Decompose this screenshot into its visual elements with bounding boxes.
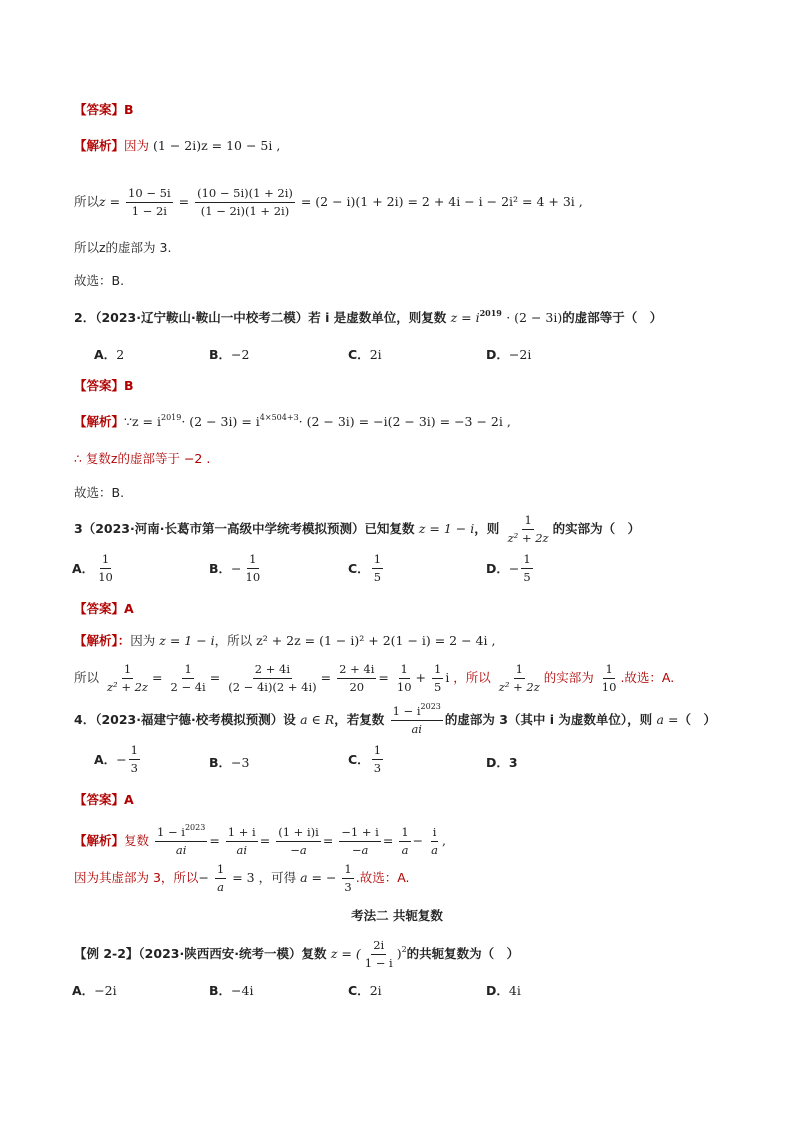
analysis-line-q2-2 <box>74 450 210 468</box>
question-text: ，若复数 <box>334 712 385 727</box>
math-expression: a ∈ R <box>300 712 335 727</box>
imaginary-unit: i <box>445 670 450 685</box>
exponent: 2019 <box>160 413 182 422</box>
fraction-denominator: 1 − 2i <box>131 204 167 218</box>
math-expression: ∵z = i <box>124 414 161 429</box>
option-key: D． <box>486 983 509 998</box>
answer-value: B <box>124 102 134 117</box>
analysis-text: 所以z的虚部为 3. <box>74 240 172 255</box>
question-text: 的共轭复数为（ ） <box>406 946 520 961</box>
fraction-numerator: 1 <box>182 662 193 679</box>
fraction-numerator: 1 <box>399 825 410 842</box>
exponent: 2023 <box>184 823 206 832</box>
analysis-label: 【解析】 <box>74 833 125 848</box>
fraction-denominator: z² + 2z <box>498 680 540 694</box>
math-expression: z = ( <box>330 946 361 961</box>
fraction <box>155 825 207 858</box>
example-2-2-options <box>0 980 794 1020</box>
option-sign: − <box>116 751 127 767</box>
analysis-line-q2-1 <box>74 413 511 431</box>
fraction <box>337 662 376 695</box>
fraction-denominator: 3 <box>373 761 382 775</box>
fraction <box>506 513 551 546</box>
math-expression: z = 1 − i <box>418 521 475 536</box>
answer-value: A <box>124 601 134 616</box>
fraction <box>168 662 207 695</box>
analysis-line-q2-3 <box>74 484 124 502</box>
option-value: −2i <box>508 347 532 362</box>
analysis-text: 因为 <box>124 138 150 153</box>
choice-text: .故选：A. <box>620 670 675 685</box>
example-2-2-stem <box>74 936 519 972</box>
option-b[interactable] <box>209 982 253 1000</box>
exponent: 2 <box>401 945 407 954</box>
analysis-text: 复数 <box>124 833 150 848</box>
option-key: A． <box>94 347 117 362</box>
fraction-numerator: (1 + i)i <box>276 825 321 842</box>
fraction-numerator: 1 <box>372 552 383 569</box>
choice-text: 故选：B. <box>74 485 125 500</box>
answer-value: A <box>124 792 134 807</box>
answer-label: 【答案】 <box>74 378 125 393</box>
option-value: −2 <box>231 347 250 362</box>
fraction-numerator: 1 <box>603 662 614 679</box>
fraction-denominator: (2 − 4i)(2 + 4i) <box>228 680 317 694</box>
option-key: C． <box>348 751 370 767</box>
fraction-numerator: 1 − i <box>157 825 185 839</box>
option-value: 2i <box>369 347 382 362</box>
option-key: D． <box>486 560 509 576</box>
fraction <box>226 825 258 858</box>
fraction <box>521 552 532 585</box>
question-4-options <box>0 743 794 783</box>
fraction-numerator: 1 <box>432 662 443 679</box>
option-key: D． <box>486 755 509 770</box>
option-key: B． <box>209 983 232 998</box>
option-key: A． <box>94 751 117 767</box>
analysis-line-2: 所以z = $\frac{10 - 5i}{1 - 2i}$ = $\frac{(10 - 5i)(1 + 2i)}{(1 - 2i)(1 + 2i)}$ = (2 − i)(1 + 2i) = 2 + 4i − i − 2i² = 4 + 3i , <box>74 186 583 218</box>
answer-line-3 <box>74 600 134 618</box>
fraction-denominator: 10 <box>601 680 617 694</box>
fraction-denominator: 10 <box>98 570 113 584</box>
fraction-numerator: i <box>431 825 439 842</box>
question-4-stem <box>74 702 716 738</box>
option-value: −4i <box>231 983 254 998</box>
math-expression: · (2 − 3i) <box>506 310 563 325</box>
fraction-denominator: ai <box>411 722 422 736</box>
fraction-numerator: 1 + i <box>226 825 258 842</box>
question-text: ，则 <box>474 521 500 536</box>
answer-label: 【答案】 <box>74 102 125 117</box>
fraction-denominator: 3 <box>130 761 138 775</box>
answer-label: 【答案】 <box>74 792 125 807</box>
answer-value: B <box>124 378 134 393</box>
analysis-text: ，所以 <box>214 633 253 648</box>
fraction-denominator: a <box>217 880 224 894</box>
fraction-denominator: z² + 2z <box>507 531 549 545</box>
math-expression: z² + 2z = (1 − i)² + 2(1 − i) = 2 − 4i , <box>256 633 496 648</box>
math-expression: z = 1 − i <box>159 633 215 648</box>
fraction-denominator: 20 <box>349 680 365 694</box>
option-b[interactable] <box>209 346 249 364</box>
fraction <box>226 662 318 695</box>
fraction <box>195 186 295 219</box>
math-expression: = 3 ，可得 <box>232 870 297 885</box>
fraction <box>399 825 410 858</box>
option-value: −3 <box>231 755 250 770</box>
option-value: 3 <box>508 755 518 770</box>
fraction-numerator: 1 <box>122 662 133 679</box>
fraction <box>395 662 414 695</box>
option-key: A． <box>72 983 95 998</box>
fraction <box>276 825 321 858</box>
analysis-line-q4-2: 因为其虚部为 3，所以− $\frac{1}{a}$ = 3 ，可得 a = − $\frac{1}{3}$ .故选：A. <box>74 862 410 894</box>
fraction <box>126 186 173 219</box>
fraction-denominator: 5 <box>373 570 382 584</box>
option-b[interactable] <box>209 552 264 585</box>
fraction-numerator: −1 + i <box>339 825 381 842</box>
analysis-line-q3-1 <box>74 632 495 650</box>
fraction-numerator: (10 − 5i)(1 + 2i) <box>195 186 295 203</box>
fraction-numerator: 1 − i <box>392 704 421 718</box>
exponent: 4×504+3 <box>259 413 299 422</box>
math-z: z = <box>99 194 121 209</box>
option-d[interactable] <box>486 754 518 772</box>
fraction <box>372 743 383 776</box>
analysis-label: 【解析】： <box>74 633 131 648</box>
fraction-numerator: 1 <box>372 743 383 760</box>
fraction <box>129 743 140 776</box>
fraction-denominator: 3 <box>344 880 352 894</box>
analysis-line-4 <box>74 272 124 290</box>
fraction-numerator: 2 + 4i <box>337 662 376 679</box>
fraction-denominator: 10 <box>245 570 261 584</box>
math-expression: a = <box>656 712 679 727</box>
fraction-denominator: 5 <box>523 570 531 584</box>
option-c[interactable] <box>348 346 382 364</box>
fraction-denominator: 1 − i <box>364 956 393 970</box>
question-text: （ ） <box>678 712 716 727</box>
fraction-numerator: 1 <box>129 743 140 760</box>
fraction <box>215 862 226 895</box>
fraction-numerator: 1 <box>522 513 533 530</box>
option-c[interactable] <box>348 552 385 585</box>
math-expression: · (2 − 3i) = −i(2 − 3i) = −3 − 2i , <box>298 414 511 429</box>
option-sign: − <box>508 560 520 576</box>
question-text: 【例 2-2】（2023·陕西西安·统考一模）复数 <box>74 946 327 961</box>
option-d[interactable] <box>486 346 531 364</box>
math-expression: z = i <box>450 310 480 325</box>
analysis-line-3 <box>74 239 171 257</box>
option-key: C． <box>348 560 370 576</box>
question-3-stem <box>74 511 640 547</box>
question-text: 2．（2023·辽宁鞍山·鞍山一中校考二模）若 i 是虚数单位，则复数 <box>74 310 447 325</box>
text-prefix: 所以 <box>74 194 100 209</box>
fraction-denominator: −a <box>290 843 307 857</box>
analysis-line-q3-2: 所以 $\frac{1}{\text{z² + 2z}}$ = $\frac{1}{2 - 4i}$ = $\frac{2 + 4i}{(2 - 4i)(2 + 4i)}$ = $\frac{2 + 4i}{20}$ = $\frac{1}{10}$ + $\frac{1}{5}$ i ，所以 $\frac{1}{\text{z² + 2z}}$ 的实部为 $\frac{1}{10}$ .故选：A. <box>74 662 675 694</box>
fraction <box>244 552 263 585</box>
fraction-denominator: −a <box>351 843 369 857</box>
option-value: −2i <box>94 983 117 998</box>
fraction-denominator: z² + 2z <box>107 680 148 694</box>
fraction-numerator: 1 <box>399 662 410 679</box>
math-expression: (1 − 2i)z = 10 − 5i , <box>153 138 281 153</box>
question-2-stem <box>74 309 662 327</box>
option-c[interactable] <box>348 743 385 776</box>
fraction <box>429 825 440 858</box>
option-key: A． <box>72 560 95 576</box>
option-key: C． <box>348 347 370 362</box>
option-d[interactable] <box>486 982 521 1000</box>
option-value: 4i <box>508 983 521 998</box>
analysis-text: 因为其虚部为 3，所以 <box>74 870 199 885</box>
analysis-text: 的实部为 <box>543 670 594 685</box>
option-b[interactable] <box>209 754 249 772</box>
choice-text: 故选：B. <box>74 273 125 288</box>
fraction-numerator: 1 <box>215 862 226 879</box>
fraction-numerator: 10 − 5i <box>126 186 173 203</box>
option-value: 2 <box>116 347 125 362</box>
question-text: 的虚部等于（ ） <box>562 310 663 325</box>
fraction <box>342 862 353 895</box>
analysis-text: ∴ 复数z的虚部等于 −2 . <box>74 451 211 466</box>
fraction-numerator: 1 <box>342 862 353 879</box>
fraction <box>497 662 542 695</box>
question-text: 3（2023·河南·长葛市第一高级中学统考模拟预测）已知复数 <box>74 521 415 536</box>
answer-label: 【答案】 <box>74 601 125 616</box>
analysis-line-q4-1: 【解析】复数 $\frac{1 - i^{2023}}{ai}$ = $\frac{1 + i}{ai}$ = $\frac{(1 + i)i}{-a}$ = $\frac{-1 + i}{-a}$ = $\frac{1}{a}$ − $\frac{i}{a}$ , <box>74 823 446 857</box>
fraction-numerator: 1 <box>247 552 258 569</box>
option-key: B． <box>209 755 232 770</box>
section-title: 考法二 共轭复数 <box>351 908 443 923</box>
fraction-denominator: ai <box>236 843 248 857</box>
option-d[interactable] <box>486 552 535 585</box>
fraction-numerator: 1 <box>100 552 111 569</box>
option-a[interactable] <box>72 552 117 585</box>
fraction-numerator: 1 <box>521 552 532 569</box>
option-a[interactable] <box>94 743 142 776</box>
fraction <box>432 662 443 695</box>
question-text: 4．（2023·福建宁德·校考模拟预测）设 <box>74 712 296 727</box>
fraction <box>600 662 619 695</box>
fraction <box>339 825 381 858</box>
fraction-numerator: 1 <box>514 662 525 679</box>
fraction-denominator: 5 <box>433 680 442 694</box>
analysis-label: 【解析】 <box>74 138 125 153</box>
fraction-denominator: 10 <box>396 680 412 694</box>
analysis-text: 所以 <box>74 670 100 685</box>
analysis-label: 【解析】 <box>74 414 125 429</box>
math-expression: · (2 − 3i) = i <box>181 414 260 429</box>
fraction-denominator: 2 − 4i <box>170 680 206 694</box>
fraction-denominator: (1 − 2i)(1 + 2i) <box>200 204 290 218</box>
question-2-options <box>0 342 794 382</box>
fraction-denominator: a <box>401 843 409 857</box>
option-key: B． <box>209 560 232 576</box>
option-key: D． <box>486 347 509 362</box>
analysis-line-1 <box>74 137 280 155</box>
question-text: 的虚部为 3（其中 i 为虚数单位），则 <box>444 712 653 727</box>
answer-line-1 <box>74 101 134 119</box>
fraction-numerator: 2 + 4i <box>253 662 292 679</box>
answer-line-4 <box>74 791 134 809</box>
fraction-denominator: a <box>431 843 438 857</box>
fraction <box>372 552 383 585</box>
fraction <box>363 938 395 971</box>
option-a[interactable] <box>72 982 117 1000</box>
math-expression: a = − <box>300 870 337 885</box>
fraction <box>391 704 443 737</box>
punctuation: , <box>441 833 446 848</box>
option-value: 2i <box>369 983 382 998</box>
exponent: 2019 <box>479 308 502 318</box>
fraction-numerator: 2i <box>371 938 386 955</box>
choice-text: .故选：A. <box>355 870 410 885</box>
question-3-options <box>0 552 794 592</box>
option-a[interactable] <box>94 346 124 364</box>
analysis-text: 因为 <box>130 633 156 648</box>
option-c[interactable] <box>348 982 382 1000</box>
fraction <box>96 552 115 585</box>
analysis-text: ，所以 <box>453 670 491 685</box>
question-text: 的实部为（ ） <box>552 521 641 536</box>
exponent: 2023 <box>420 702 441 711</box>
answer-line-2 <box>74 377 134 395</box>
option-key: C． <box>348 983 370 998</box>
fraction <box>105 662 150 695</box>
fraction-denominator: ai <box>175 843 187 857</box>
option-sign: − <box>231 560 242 576</box>
math-expression: ) <box>396 946 402 961</box>
math-expression: = (2 − i)(1 + 2i) = 2 + 4i − i − 2i² = 4 + 3i , <box>300 194 583 209</box>
option-key: B． <box>209 347 232 362</box>
